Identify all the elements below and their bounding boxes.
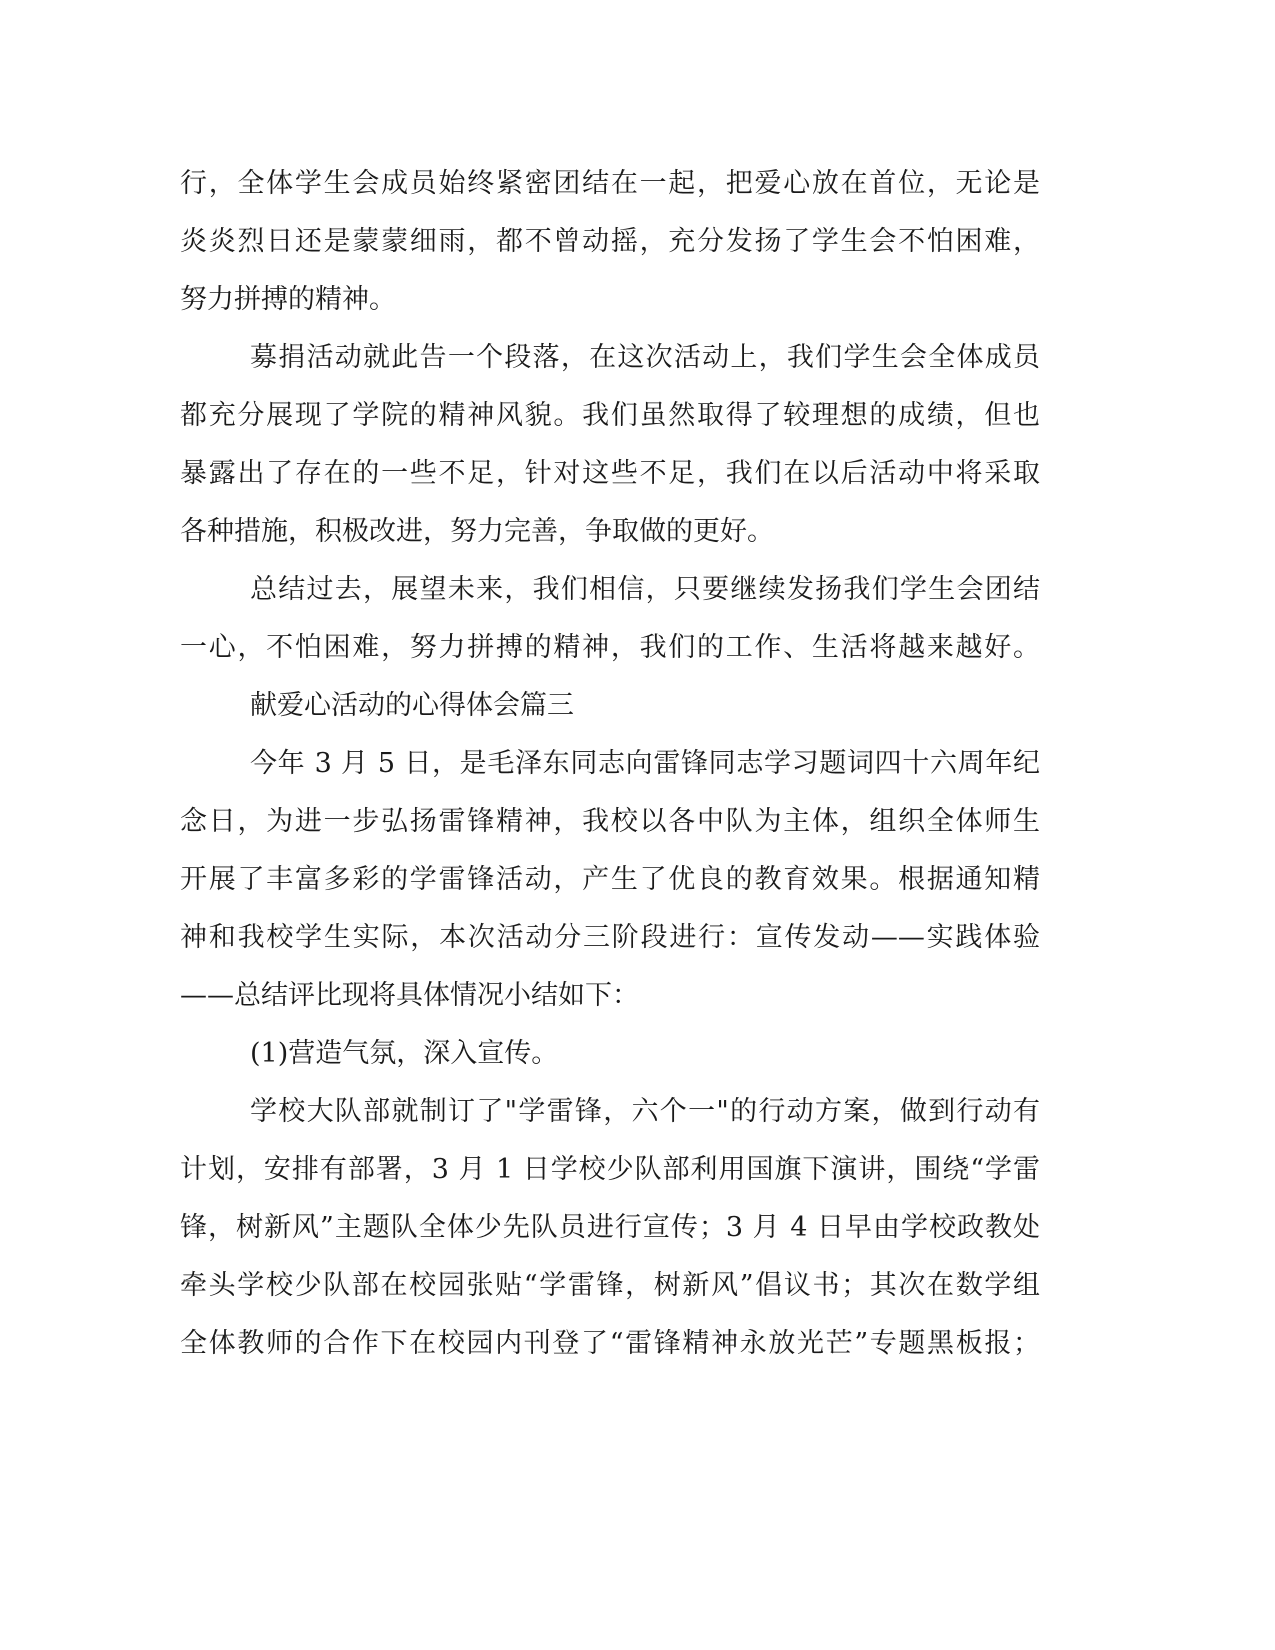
text-line: 计划，安排有部署，3 月 1 日学校少队部利用国旗下演讲，围绕“学雷	[180, 1154, 1040, 1185]
heading-text: 献爱心活动的心得体会篇三	[250, 690, 574, 721]
paragraph	[180, 561, 1040, 677]
text-line: 暴露出了存在的一些不足，针对这些不足，我们在以后活动中将采取	[180, 458, 1040, 489]
text-line: 锋，树新风”主题队全体少先队员进行宣传；3 月 4 日早由学校政教处	[180, 1212, 1040, 1243]
text-line: 总结过去，展望未来，我们相信，只要继续发扬我们学生会团结	[250, 574, 1040, 605]
document-body	[180, 155, 1040, 1373]
text-line: 一心，不怕困难，努力拼搏的精神，我们的工作、生活将越来越好。	[180, 632, 1040, 663]
paragraph	[180, 735, 1040, 1025]
text-line: 全体教师的合作下在校园内刊登了“雷锋精神永放光芒”专题黑板报；	[180, 1328, 1040, 1359]
text-line: 都充分展现了学院的精神风貌。我们虽然取得了较理想的成绩，但也	[180, 400, 1040, 431]
text-line: 今年 3 月 5 日，是毛泽东同志向雷锋同志学习题词四十六周年纪	[250, 748, 1040, 779]
text-line: 各种措施，积极改进，努力完善，争取做的更好。	[180, 516, 774, 547]
section-heading	[180, 677, 1040, 735]
text-line: 开展了丰富多彩的学雷锋活动，产生了优良的教育效果。根据通知精	[180, 864, 1040, 895]
text-line: (1)营造气氛，深入宣传。	[250, 1038, 559, 1069]
paragraph	[180, 1083, 1040, 1373]
text-line: 募捐活动就此告一个段落，在这次活动上，我们学生会全体成员	[250, 342, 1040, 373]
text-line: 神和我校学生实际，本次活动分三阶段进行：宣传发动——实践体验	[180, 922, 1040, 953]
text-line: 努力拼搏的精神。	[180, 284, 396, 315]
text-line: ——总结评比现将具体情况小结如下：	[180, 980, 639, 1011]
text-line: 牵头学校少队部在校园张贴“学雷锋，树新风”倡议书；其次在数学组	[180, 1270, 1040, 1301]
paragraph	[180, 155, 1040, 329]
text-line: 念日，为进一步弘扬雷锋精神，我校以各中队为主体，组织全体师生	[180, 806, 1040, 837]
text-line: 炎炎烈日还是蒙蒙细雨，都不曾动摇，充分发扬了学生会不怕困难，	[180, 226, 1040, 257]
paragraph	[180, 329, 1040, 561]
text-line: 学校大队部就制订了"学雷锋，六个一"的行动方案，做到行动有	[250, 1096, 1040, 1127]
paragraph	[180, 1025, 1040, 1083]
text-line: 行，全体学生会成员始终紧密团结在一起，把爱心放在首位，无论是	[180, 168, 1040, 199]
